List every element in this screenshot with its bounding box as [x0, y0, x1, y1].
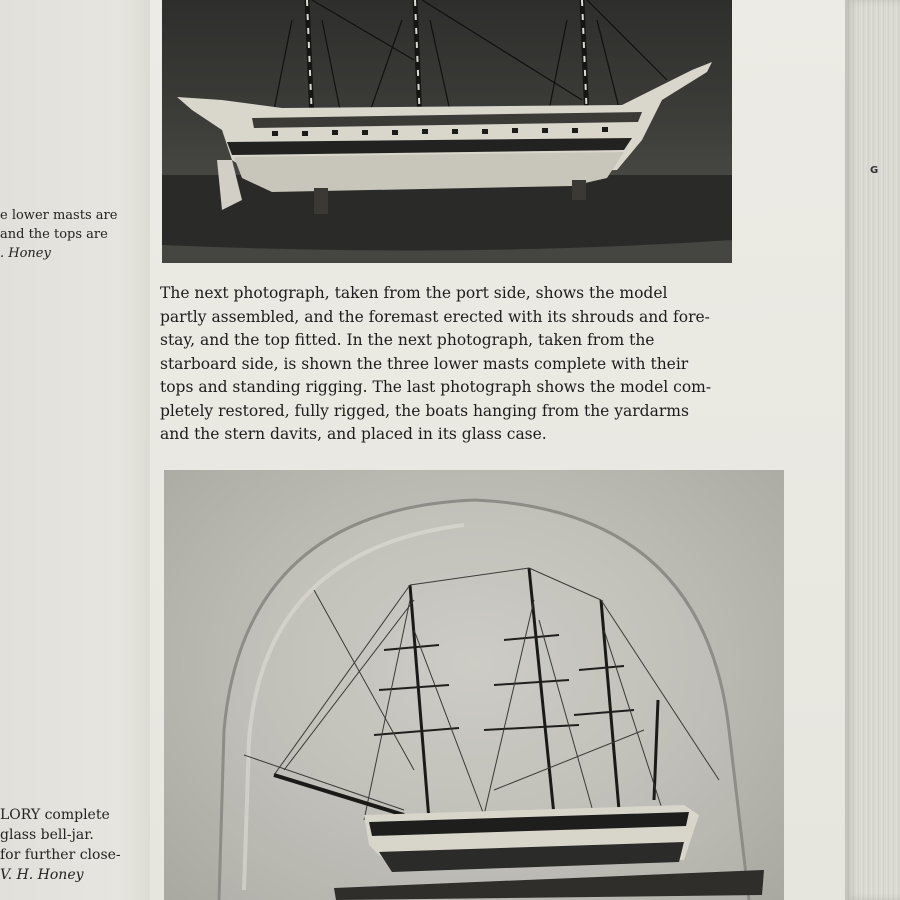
caption-top	[0, 206, 117, 263]
paragraph-line: and the stern davits, and placed in its glass case.	[160, 425, 547, 443]
caption-bottom-line: glass bell-jar.	[0, 827, 94, 843]
paragraph-line: partly assembled, and the foremast erected with its shrouds and fore-	[160, 307, 710, 326]
caption-top-line: e lower masts are	[0, 208, 118, 223]
paragraph-line: The next photograph, taken from the port side, shows the model	[160, 284, 668, 302]
bell-jar-illustration	[164, 470, 784, 900]
paragraph-line: pletely restored, fully rigged, the boats hanging from the yardarms	[160, 401, 689, 420]
page-edge-letter: G	[870, 165, 879, 176]
body-paragraph	[160, 282, 760, 447]
caption-top-credit: . Honey	[0, 246, 51, 261]
paragraph-line: tops and standing rigging. The last photograph shows the model com-	[160, 378, 712, 396]
paragraph-line: stay, and the top fitted. In the next photograph, taken from the	[160, 331, 655, 349]
facing-page	[0, 0, 150, 900]
caption-bottom	[0, 805, 121, 885]
ship-model-photo-top	[162, 0, 732, 263]
ship-in-bell-jar-photo	[164, 470, 784, 900]
ship-model-illustration	[162, 0, 732, 263]
caption-bottom-line: LORY complete	[0, 807, 110, 823]
caption-bottom-line: for further close-	[0, 847, 121, 863]
paragraph-line: starboard side, is shown the three lower masts complete with their	[160, 354, 689, 373]
page-stack-edge	[845, 0, 900, 900]
caption-bottom-credit: V. H. Honey	[0, 867, 84, 883]
caption-top-line: and the tops are	[0, 227, 108, 242]
